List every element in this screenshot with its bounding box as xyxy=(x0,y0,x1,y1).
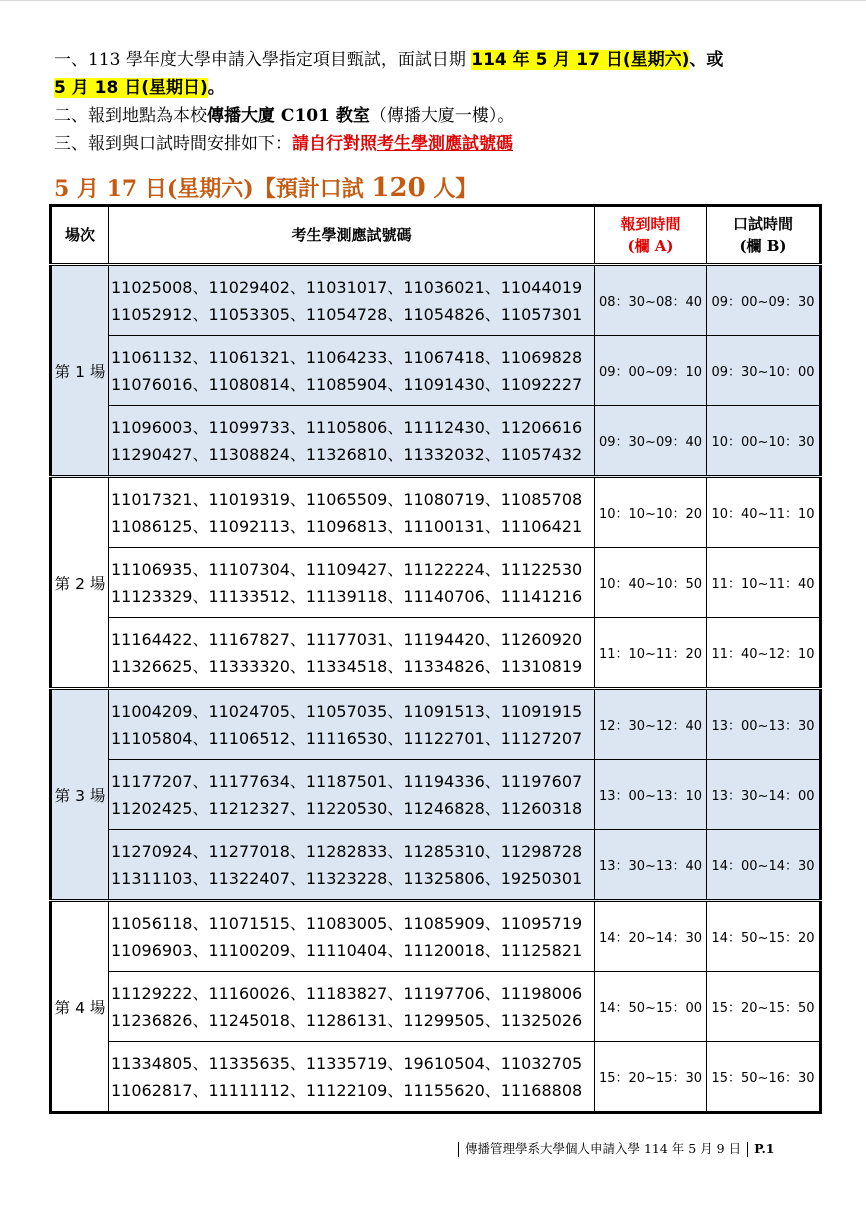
page-number: P.1 xyxy=(754,1141,775,1156)
checkin-time: 13：30~13：40 xyxy=(595,830,707,901)
header-interview: 口試時間 (欄 B) xyxy=(707,206,821,265)
exam-codes-cell xyxy=(109,406,595,477)
interview-time: 15：50~16：30 xyxy=(707,1042,821,1113)
table-row xyxy=(51,265,821,336)
table-header-row xyxy=(51,206,821,265)
table-row xyxy=(51,336,821,406)
exam-codes-cell xyxy=(109,689,595,760)
checkin-time: 11：10~11：20 xyxy=(595,618,707,689)
exam-codes-line: 11056118、11071515、11083005、11085909、11095719 xyxy=(111,913,583,933)
checkin-time: 14：50~15：00 xyxy=(595,972,707,1042)
exam-codes-line: 11236826、11245018、11286131、11299505、11325026 xyxy=(111,1010,583,1030)
table-row xyxy=(51,1042,821,1113)
footer-divider xyxy=(458,1142,459,1157)
table-row xyxy=(51,618,821,689)
checkin-time: 13：00~13：10 xyxy=(595,760,707,830)
intro-notes xyxy=(54,46,824,158)
exam-codes-cell xyxy=(109,336,595,406)
note-1: 一、113 學年度大學申請入學指定項目甄試，面試日期 114 年 5 月 17 日(星期六)、或 xyxy=(54,50,724,70)
interview-time: 13：00~13：30 xyxy=(707,689,821,760)
exam-codes-line: 11123329、11133512、11139118、11140706、11141216 xyxy=(111,586,583,606)
interview-time: 14：50~15：20 xyxy=(707,901,821,972)
checkin-time: 12：30~12：40 xyxy=(595,689,707,760)
exam-codes-line: 11129222、11160026、11183827、11197706、11198006 xyxy=(111,983,583,1003)
exam-codes-cell xyxy=(109,548,595,618)
checkin-time: 14：20~14：30 xyxy=(595,901,707,972)
interview-time: 09：30~10：00 xyxy=(707,336,821,406)
exam-codes-line: 11052912、11053305、11054728、11054826、11057301 xyxy=(111,304,583,324)
exam-codes-cell xyxy=(109,830,595,901)
exam-codes-cell xyxy=(109,901,595,972)
exam-codes-line: 11334805、11335635、11335719、19610504、11032705 xyxy=(111,1053,583,1073)
exam-codes-line: 11025008、11029402、11031017、11036021、11044019 xyxy=(111,277,583,297)
interview-time: 10：00~10：30 xyxy=(707,406,821,477)
table-row xyxy=(51,548,821,618)
header-checkin: 報到時間 (欄 A) xyxy=(595,206,707,265)
exam-codes-line: 11086125、11092113、11096813、11100131、11106421 xyxy=(111,516,583,536)
venue: 傳播大廈 C101 教室 xyxy=(207,106,370,126)
interview-time: 11：40~12：10 xyxy=(707,618,821,689)
table-row xyxy=(51,972,821,1042)
schedule-heading: 5 月 17 日(星期六)【預計口試 120 人】 xyxy=(54,173,478,203)
top-rule xyxy=(0,0,866,1)
table-row xyxy=(51,901,821,972)
exam-codes-line: 11202425、11212327、11220530、11246828、11260318 xyxy=(111,798,583,818)
checkin-time: 08：30~08：40 xyxy=(595,265,707,336)
interview-time: 11：10~11：40 xyxy=(707,548,821,618)
session-label: 第 3 場 xyxy=(51,689,109,901)
exam-codes-cell xyxy=(109,265,595,336)
exam-codes-cell xyxy=(109,1042,595,1113)
note-1-cont: 5 月 18 日(星期日)。 xyxy=(54,78,225,98)
interview-time: 14：00~14：30 xyxy=(707,830,821,901)
exam-codes-cell xyxy=(109,618,595,689)
session-label: 第 2 場 xyxy=(51,477,109,689)
header-codes: 考生學測應試號碼 xyxy=(109,206,595,265)
note-2: 二、報到地點為本校傳播大廈 C101 教室（傳播大廈一樓）。 xyxy=(54,106,515,126)
table-row xyxy=(51,406,821,477)
interview-time: 09：00~09：30 xyxy=(707,265,821,336)
exam-codes-line: 11106935、11107304、11109427、11122224、11122530 xyxy=(111,559,583,579)
table-row xyxy=(51,477,821,548)
note-3: 三、報到與口試時間安排如下：請自行對照考生學測應試號碼 xyxy=(54,134,513,154)
exam-codes-line: 11326625、11333320、11334518、11334826、11310819 xyxy=(111,656,583,676)
session-label: 第 1 場 xyxy=(51,265,109,477)
exam-codes-line: 11096003、11099733、11105806、11112430、11206616 xyxy=(111,417,583,437)
interview-time: 15：20~15：50 xyxy=(707,972,821,1042)
exam-codes-line: 11290427、11308824、11326810、11332032、11057432 xyxy=(111,444,583,464)
page-footer: 傳播管理學系大學個人申請入學 114 年 5 月 9 日 P.1 xyxy=(452,1139,775,1157)
exam-codes-cell xyxy=(109,477,595,548)
exam-codes-line: 11105804、11106512、11116530、11122701、11127207 xyxy=(111,728,583,748)
exam-codes-line: 11062817、11111112、11122109、11155620、11168808 xyxy=(111,1080,583,1100)
exam-codes-line: 11270924、11277018、11282833、11285310、11298728 xyxy=(111,841,583,861)
exam-codes-cell xyxy=(109,972,595,1042)
checkin-time: 09：30~09：40 xyxy=(595,406,707,477)
schedule-table xyxy=(49,204,822,1114)
checkin-time: 09：00~09：10 xyxy=(595,336,707,406)
exam-codes-line: 11004209、11024705、11057035、11091513、11091915 xyxy=(111,701,583,721)
exam-codes-line: 11177207、11177634、11187501、11194336、11197607 xyxy=(111,771,583,791)
interview-time: 10：40~11：10 xyxy=(707,477,821,548)
interview-time: 13：30~14：00 xyxy=(707,760,821,830)
exam-codes-line: 11076016、11080814、11085904、11091430、11092227 xyxy=(111,374,583,394)
header-session: 場次 xyxy=(51,206,109,265)
exam-codes-line: 11017321、11019319、11065509、11080719、11085708 xyxy=(111,489,583,509)
checkin-time: 10：10~10：20 xyxy=(595,477,707,548)
exam-codes-line: 11061132、11061321、11064233、11067418、11069828 xyxy=(111,347,583,367)
footer-divider xyxy=(747,1142,748,1157)
checkin-time: 15：20~15：30 xyxy=(595,1042,707,1113)
exam-codes-line: 11096903、11100209、11110404、11120018、11125821 xyxy=(111,940,583,960)
table-row xyxy=(51,689,821,760)
table-row xyxy=(51,760,821,830)
table-row xyxy=(51,830,821,901)
exam-date-1: 114 年 5 月 17 日(星期六) xyxy=(471,50,690,70)
exam-codes-line: 11164422、11167827、11177031、11194420、11260920 xyxy=(111,629,583,649)
checkin-time: 10：40~10：50 xyxy=(595,548,707,618)
exam-codes-line: 11311103、11322407、11323228、11325806、19250301 xyxy=(111,868,583,888)
exam-date-2: 5 月 18 日(星期日) xyxy=(54,78,208,98)
session-label: 第 4 場 xyxy=(51,901,109,1113)
exam-codes-cell xyxy=(109,760,595,830)
